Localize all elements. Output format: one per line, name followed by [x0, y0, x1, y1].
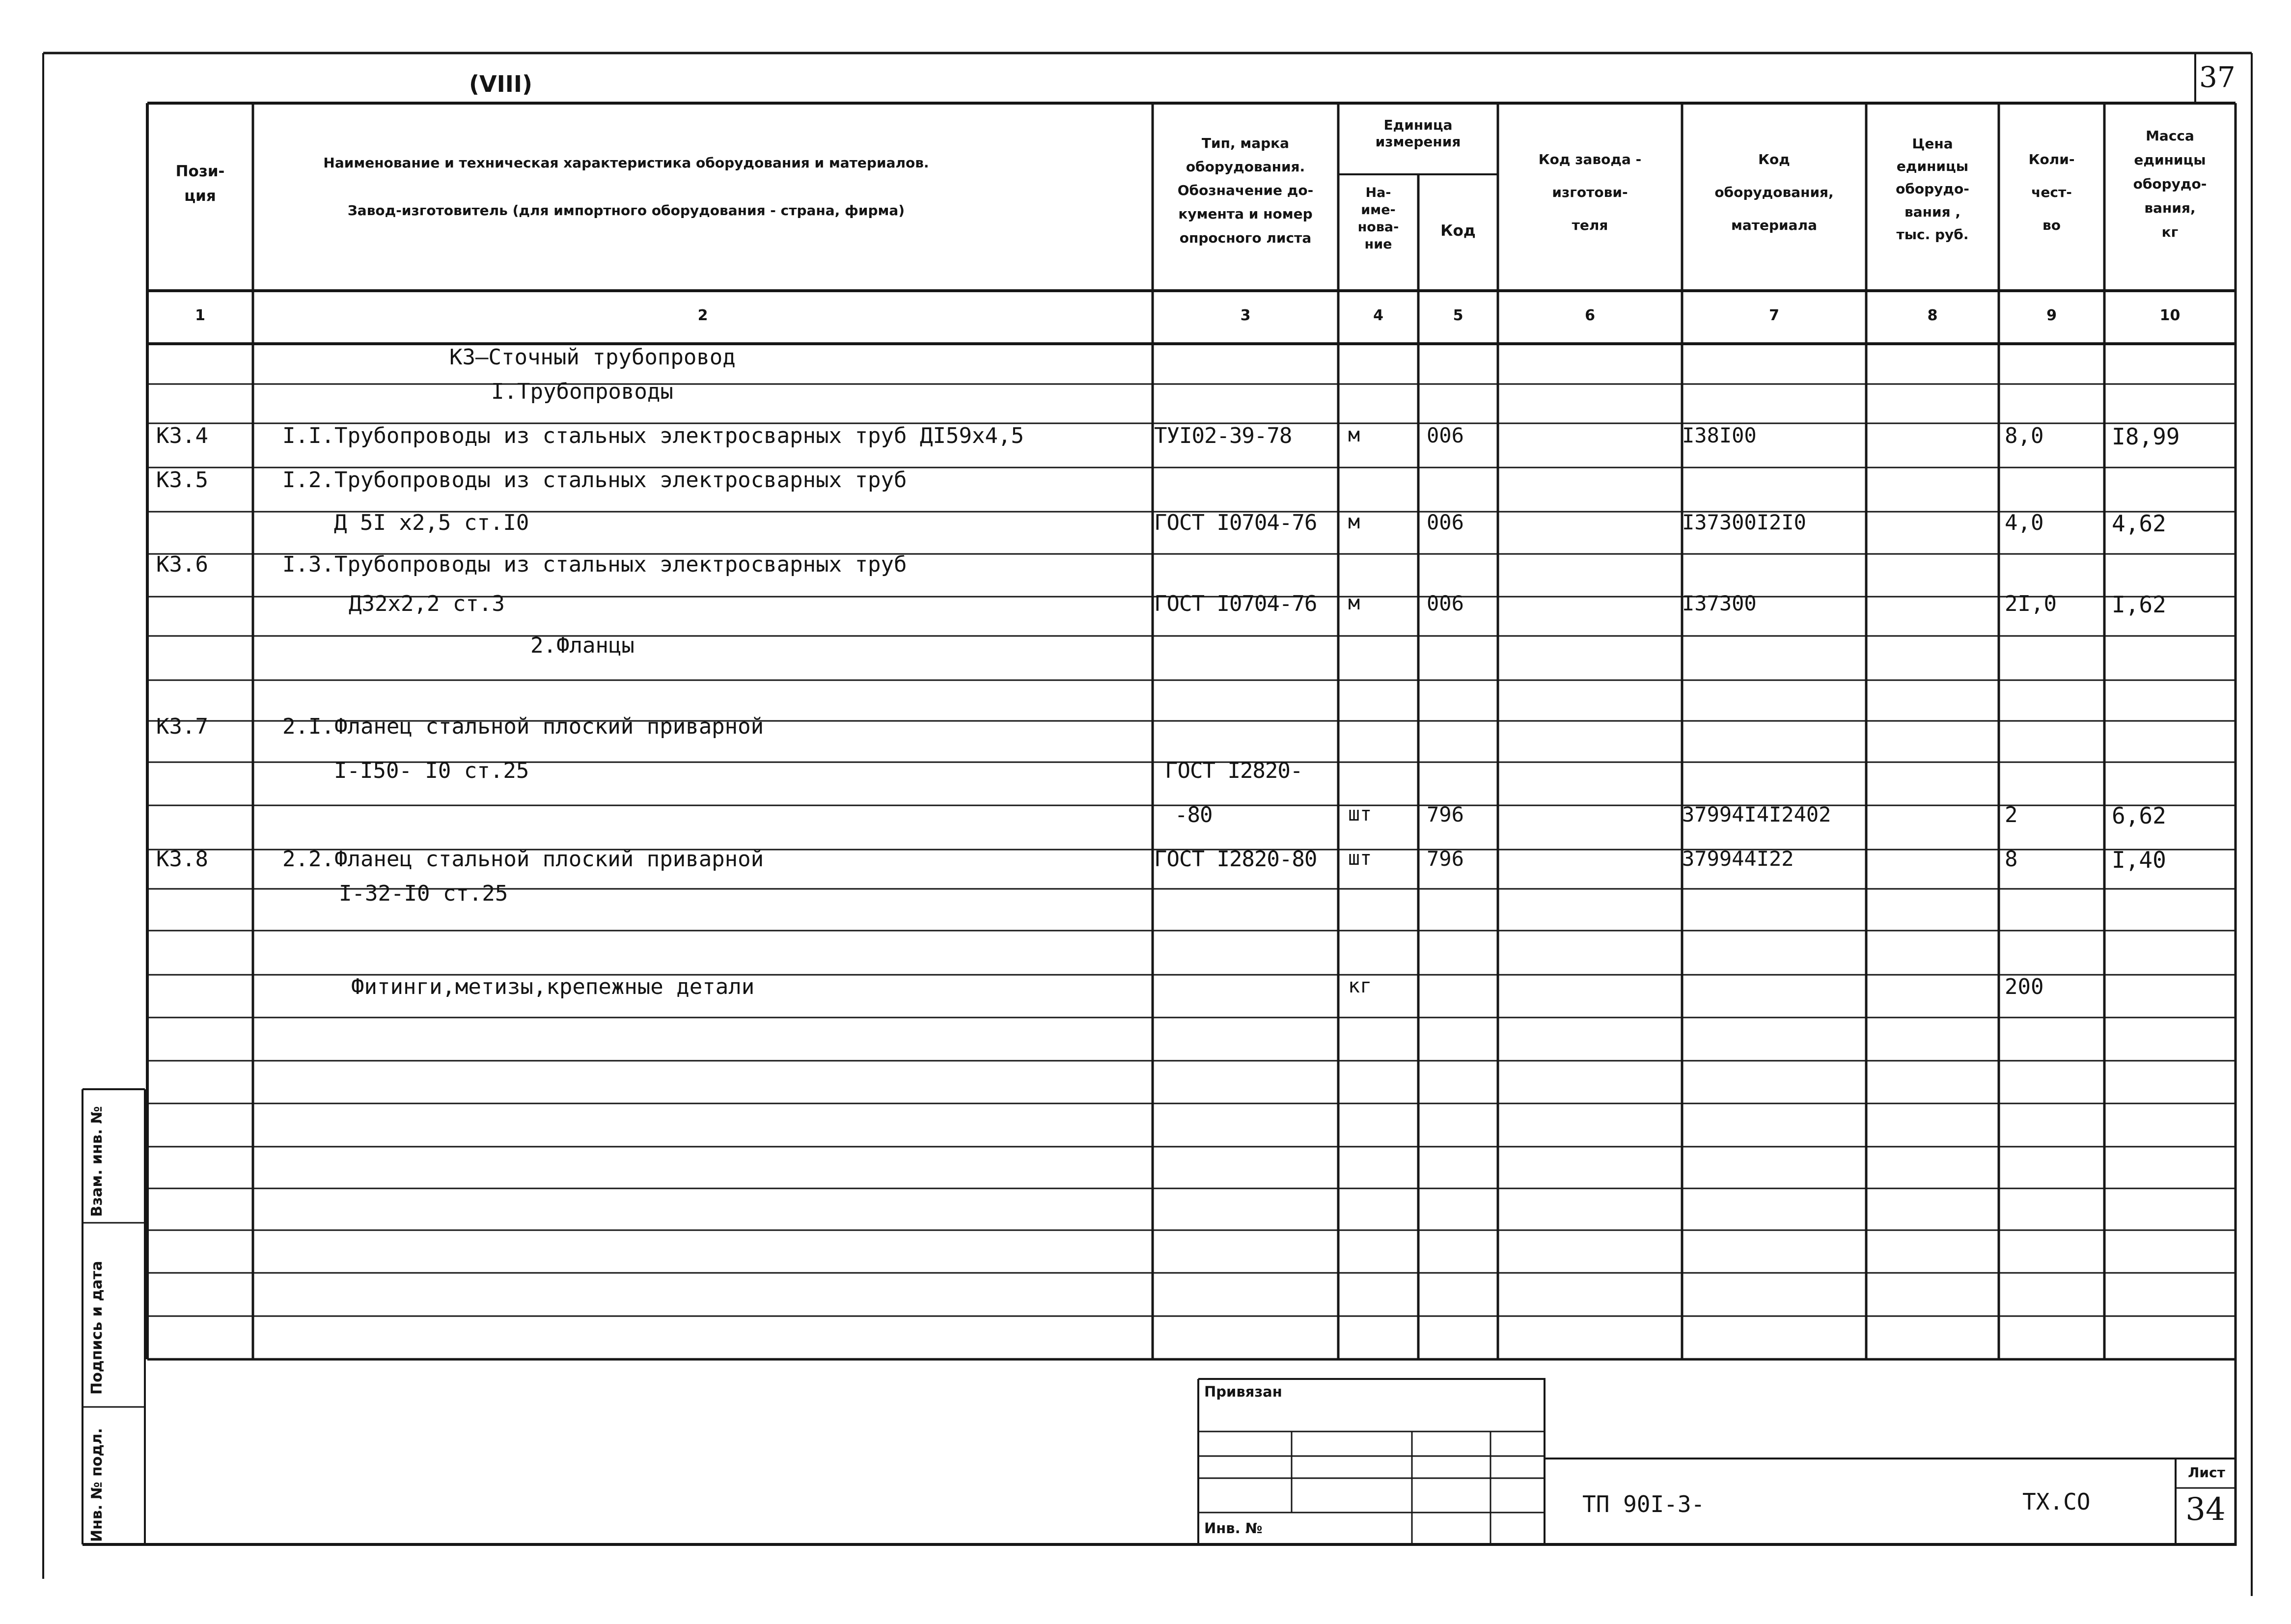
header-name-line1: Наименование и техническая характеристика оборудования и материалов.: [323, 155, 929, 171]
row-position: К3.4: [156, 423, 208, 448]
row-document: ТУI02-39-78: [1154, 423, 1292, 448]
header-quantity: Коли- чест- во: [2028, 151, 2075, 234]
row-quantity: 2: [2005, 802, 2018, 827]
row-item-name: I.I.Трубопроводы из стальных электросварных труб ДI59х4,5: [282, 423, 1024, 448]
row-item-name: I.3.Трубопроводы из стальных электросварных труб: [282, 552, 907, 577]
header-unit-price: Цена единицы оборудо- вания , тыс. руб.: [1896, 136, 1969, 243]
row-quantity: 2I,0: [2005, 591, 2057, 616]
row-item-name: I-I50- I0 ст.25: [334, 758, 529, 783]
title-block-privyazan: Привязан: [1204, 1383, 1282, 1400]
row-document: ГОСТ I2820-80: [1154, 847, 1317, 872]
row-item-name: К3–Сточный трубопровод: [449, 345, 736, 370]
row-unit-code: 796: [1427, 802, 1464, 826]
row-unit-name: м: [1348, 511, 1360, 533]
header-unit-name: На- име- нова- ние: [1357, 185, 1399, 252]
row-position: К3.6: [156, 552, 208, 577]
column-number: 6: [1585, 307, 1595, 324]
row-material-code: 37994I4I2402: [1682, 802, 1831, 826]
column-number: 7: [1769, 307, 1779, 324]
row-document: ГОСТ I0704-76: [1154, 591, 1317, 616]
row-item-name: I.Трубопроводы: [491, 379, 673, 404]
row-quantity: 4,0: [2005, 510, 2044, 535]
row-position: К3.5: [156, 468, 208, 493]
row-document: -80: [1175, 802, 1213, 827]
column-number: 8: [1927, 307, 1938, 324]
row-item-name: 2.2.Фланец стальной плоский приварной: [282, 847, 764, 872]
title-block-mark: ТХ.СО: [2022, 1488, 2091, 1515]
column-number: 1: [195, 307, 205, 324]
column-number: 3: [1240, 307, 1251, 324]
header-material-code: Код оборудования, материала: [1714, 151, 1834, 234]
title-block-sheet-number: 34: [2185, 1491, 2226, 1528]
row-unit-code: 006: [1427, 510, 1464, 534]
row-unit-name: м: [1348, 592, 1360, 614]
corner-page-number: 37: [2199, 60, 2236, 94]
header-position: Пози- ция: [175, 163, 225, 205]
row-material-code: I38I00: [1682, 423, 1757, 447]
column-number: 2: [697, 307, 708, 324]
header-unit-mass: Масса единицы оборудо- вания, кг: [2133, 128, 2207, 240]
column-number: 5: [1453, 307, 1463, 324]
row-position: К3.8: [156, 847, 208, 872]
title-block-inv-no: Инв. №: [1204, 1520, 1263, 1537]
row-quantity: 200: [2005, 974, 2044, 999]
row-unit-code: 006: [1427, 591, 1464, 615]
row-unit-code: 006: [1427, 423, 1464, 447]
header-unit-group: Единица измерения: [1375, 117, 1461, 150]
row-material-code: I37300I2I0: [1682, 510, 1806, 534]
row-item-name: I.2.Трубопроводы из стальных электросварных труб: [282, 468, 907, 493]
row-position: К3.7: [156, 714, 208, 739]
row-quantity: 8: [2005, 847, 2018, 872]
row-mass: I,62: [2112, 591, 2166, 618]
row-item-name: Д 5I х2,5 ст.I0: [334, 510, 529, 535]
row-unit-name: шт: [1348, 847, 1372, 870]
sheet-marker: (VIII): [469, 71, 532, 97]
row-material-code: 379944I22: [1682, 847, 1794, 871]
header-type-doc: Тип, марка оборудования. Обозначение до- кумента и номер опросного листа: [1177, 135, 1314, 246]
row-item-name: Фитинги,метизы,крепежные детали: [351, 974, 755, 999]
row-quantity: 8,0: [2005, 423, 2044, 448]
row-unit-name: шт: [1348, 803, 1372, 826]
row-unit-code: 796: [1427, 847, 1464, 871]
row-item-name: I-32-I0 ст.25: [339, 881, 508, 906]
row-unit-name: м: [1348, 424, 1360, 446]
row-document: ГОСТ I0704-76: [1154, 510, 1317, 535]
row-document: ГОСТ I2820-: [1165, 758, 1303, 783]
stamp-signature-date: Подпись и дата: [88, 1261, 106, 1395]
header-plant-code: Код завода - изготови- теля: [1538, 151, 1642, 234]
header-unit-code: Код: [1440, 222, 1476, 240]
row-unit-name: кг: [1348, 975, 1372, 997]
row-mass: 4,62: [2112, 510, 2166, 537]
row-item-name: Д32х2,2 ст.3: [349, 591, 505, 616]
title-block-document-code: ТП 90I-3-: [1582, 1491, 1705, 1517]
column-number: 9: [2046, 307, 2057, 324]
row-mass: I,40: [2112, 847, 2166, 873]
row-mass: 6,62: [2112, 802, 2166, 829]
row-material-code: I37300: [1682, 591, 1757, 615]
title-block-sheet-label: Лист: [2188, 1464, 2225, 1481]
row-item-name: 2.Фланцы: [530, 633, 635, 658]
row-item-name: 2.I.Фланец стальной плоский приварной: [282, 714, 764, 739]
header-name-line2: Завод-изготовитель (для импортного оборудования - страна, фирма): [347, 202, 905, 219]
column-number: 10: [2159, 307, 2181, 324]
stamp-replaced-inv-no: Взам. инв. №: [88, 1106, 106, 1217]
column-number: 4: [1373, 307, 1383, 324]
stamp-original-inv-no: Инв. № подл.: [88, 1428, 106, 1542]
row-mass: I8,99: [2112, 423, 2180, 450]
